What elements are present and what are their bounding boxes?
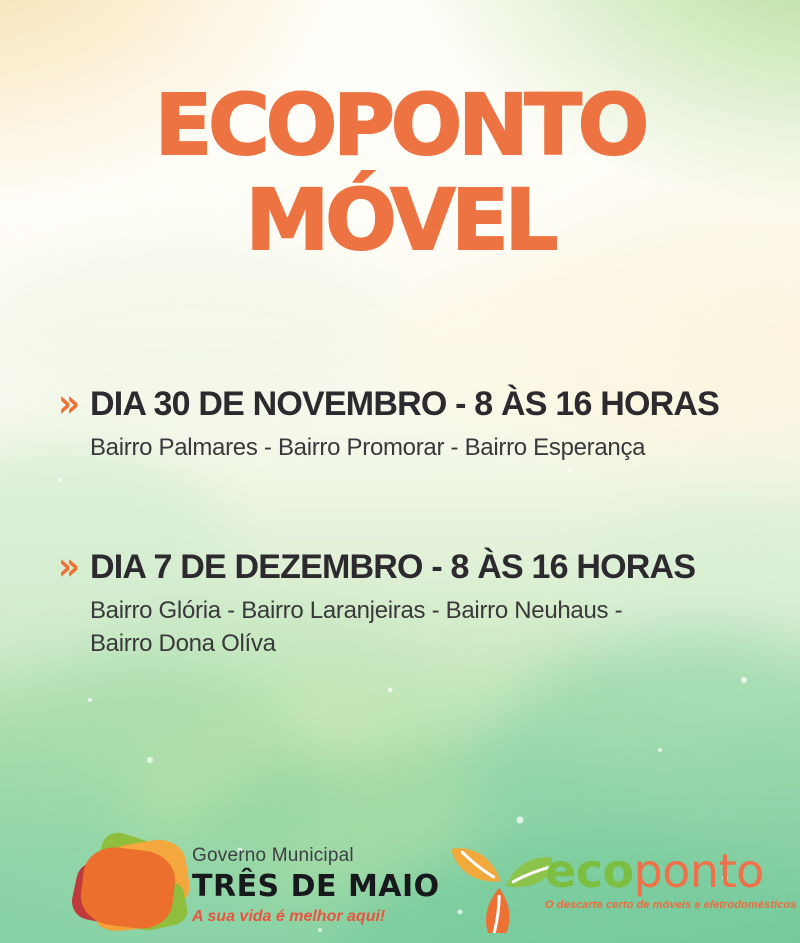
- schedule-locations-1: Bairro Palmares - Bairro Promorar - Bairro Esperança: [89, 434, 646, 461]
- ecoponto-word-eco: eco: [545, 844, 634, 898]
- title-line-1: ECOPONTO: [154, 76, 646, 174]
- poster-title: [0, 78, 800, 268]
- schedule-locations-2: Bairro Glória - Bairro Laranjeiras - Bairro Neuhaus - Bairro Dona Olíva: [89, 597, 623, 657]
- schedule-item-1: [58, 381, 719, 464]
- schedule-date-1: DIA 30 DE NOVEMBRO - 8 ÀS 16 HORAS: [89, 385, 719, 423]
- schedule-date-2: DIA 7 DE DEZEMBRO - 8 ÀS 16 HORAS: [89, 548, 696, 586]
- ecoponto-logo-text: [545, 844, 797, 911]
- schedule-item-1-text: [90, 384, 719, 464]
- ecoponto-wordmark: [545, 844, 797, 898]
- leaves-icon: [452, 833, 552, 933]
- title-line-2: MÓVEL: [245, 171, 555, 269]
- municipal-logo-text: [192, 845, 440, 926]
- ecoponto-word-ponto: ponto: [633, 844, 764, 898]
- schedule-item-2-text: [90, 547, 695, 660]
- municipal-logo-slogan: A sua vida é melhor aqui!: [192, 908, 386, 925]
- ecoponto-tagline: O descarte certo de móveis e eletrodomésticos: [545, 899, 797, 911]
- chevron-bullet-icon: »: [58, 544, 76, 590]
- chevron-bullet-icon: »: [58, 381, 76, 427]
- schedule-item-2: [58, 544, 696, 660]
- municipal-logo-subtitle: Governo Municipal: [192, 845, 354, 866]
- municipal-logo-icon: [74, 836, 190, 932]
- municipal-logo-name: TRÊS DE MAIO: [192, 869, 440, 904]
